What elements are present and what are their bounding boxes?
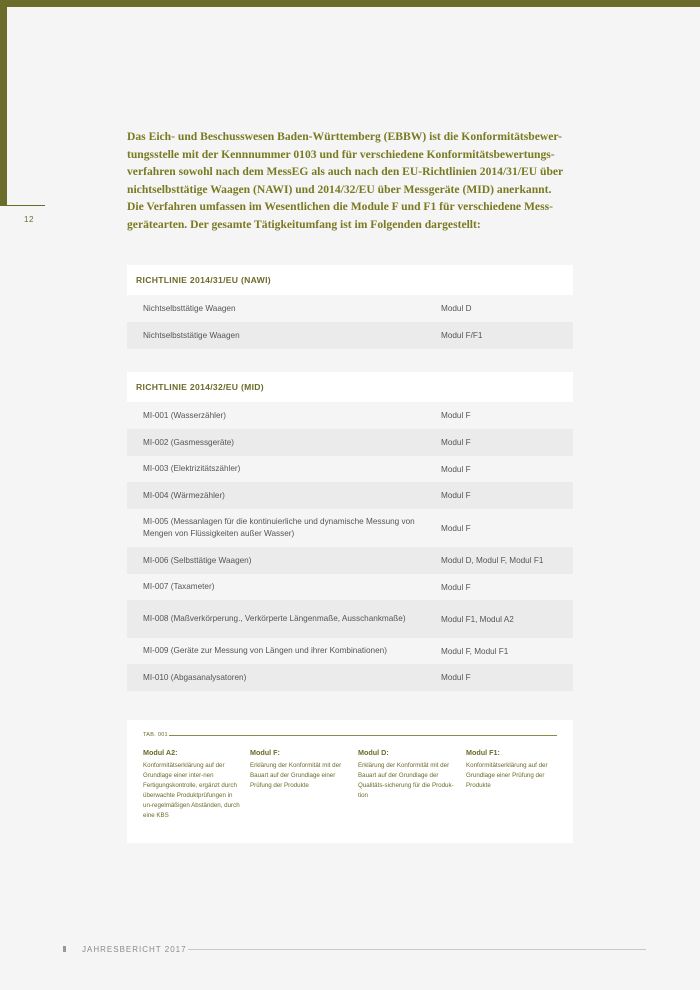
table-nawi — [127, 265, 573, 349]
page-number: 12 — [24, 215, 34, 224]
row-module: Modul D — [441, 304, 472, 313]
row-device: MI-004 (Wärmezähler) — [143, 490, 225, 500]
legend-item-title: Modul A2: — [143, 748, 178, 757]
page-number-rule — [7, 205, 45, 206]
legend-item-text: Erklärung der Konformität mit der Bauart auf der Grundlage einer Prüfung der Produkte — [250, 762, 342, 789]
table-row — [127, 600, 573, 638]
row-device: MI-001 (Wasserzähler) — [143, 410, 226, 420]
row-module: Modul F, Modul F1 — [441, 646, 509, 656]
row-device: MI-002 (Gasmessgeräte) — [143, 437, 235, 447]
intro-line: nichtselbsttätige Waagen (NAWI) und 2014/32/EU über Messgeräte (MID) anerkannt. — [127, 182, 552, 196]
row-device: MI-006 (Selbsttätige Waagen) — [143, 555, 252, 565]
table-mid — [127, 372, 573, 691]
intro-paragraph — [127, 128, 587, 234]
row-module: Modul F — [441, 411, 471, 420]
legend-box — [127, 720, 573, 843]
row-device: MI-009 (Geräte zur Messung von Längen und ihrer Kombinationen) — [143, 646, 387, 655]
table-row — [127, 456, 573, 482]
table-row — [127, 429, 573, 456]
legend-item-a2 — [143, 748, 243, 821]
row-module: Modul F — [441, 491, 471, 500]
legend-item-text: Konformitätserklärung auf der Grundlage einer inter-nen Fertigungskontrolle, ergänzt durch überwachte Produktprüfungen in un-regelmäßigen Abständen, durch eine KBS — [143, 762, 240, 819]
row-device: MI-005 (Messanlagen für die kontinuierliche und dynamische Messung von Mengen von Flüssigkeiten außer Wasser) — [143, 517, 415, 538]
row-module: Modul F — [441, 438, 471, 447]
legend-item-d — [358, 748, 458, 801]
intro-line: tungsstelle mit der Kennnummer 0103 und für verschiedene Konformitätsbewertungs- — [127, 147, 555, 161]
legend-item-f1 — [466, 748, 566, 791]
table-row — [127, 295, 573, 322]
legend-item-f — [250, 748, 350, 791]
row-module: Modul F — [441, 464, 471, 474]
row-device: MI-008 (Maßverkörperung., Verkörperte Längenmaße, Ausschankmaße) — [143, 614, 406, 623]
legend-item-title: Modul F: — [250, 748, 280, 757]
footer-marker — [63, 946, 66, 952]
table-row — [127, 547, 573, 574]
table-mid-title: RICHTLINIE 2014/32/EU (MID) — [127, 372, 573, 402]
row-device: MI-010 (Abgasanalysatoren) — [143, 672, 247, 682]
row-module: Modul F — [441, 673, 471, 682]
table-row — [127, 402, 573, 429]
table-row — [127, 664, 573, 691]
legend-item-text: Erklärung der Konformität mit der Bauart auf der Grundlage der Qualitäts-sicherung für die Produk-tion — [358, 762, 454, 799]
row-module: Modul F1, Modul A2 — [441, 614, 514, 624]
table-row — [127, 482, 573, 509]
legend-item-title: Modul F1: — [466, 748, 500, 757]
row-module: Modul F/F1 — [441, 331, 483, 340]
row-device: MI-003 (Elektrizitätszähler) — [143, 464, 241, 473]
row-module: Modul F — [441, 582, 471, 592]
intro-line: verfahren sowohl nach dem MessEG als auch nach den EU-Richtlinien 2014/31/EU über — [127, 165, 564, 179]
table-nawi-title: RICHTLINIE 2014/31/EU (NAWI) — [127, 265, 573, 295]
intro-line: Die Verfahren umfassen im Wesentlichen die Module F und F1 für verschiedene Mess- — [127, 200, 553, 214]
left-accent-bar — [0, 0, 7, 206]
table-row — [127, 509, 573, 547]
row-module: Modul D, Modul F, Modul F1 — [441, 556, 544, 565]
table-row — [127, 574, 573, 600]
legend-item-text: Konformitätserklärung auf der Grundlage einer Prüfung der Produkte — [466, 762, 548, 789]
row-module: Modul F — [441, 523, 471, 533]
footer-label: JAHRESBERICHT 2017 — [82, 945, 187, 954]
top-accent-bar — [0, 0, 700, 7]
intro-line: gerätearten. Der gesamte Tätigkeitumfang ist im Folgenden dargestellt: — [127, 217, 481, 231]
row-device: Nichtselbsttätige Waagen — [143, 303, 236, 313]
table-row — [127, 638, 573, 664]
legend-item-title: Modul D: — [358, 748, 389, 757]
intro-line: Das Eich- und Beschusswesen Baden-Württemberg (EBBW) ist die Konformitätsbewer- — [127, 130, 562, 143]
legend-tab-label: TAB. 001 — [143, 732, 168, 738]
legend-divider — [169, 735, 557, 736]
footer-rule — [188, 949, 646, 950]
table-row — [127, 322, 573, 349]
row-device: MI-007 (Taxameter) — [143, 582, 215, 591]
row-device: Nichtselbststätige Waagen — [143, 330, 240, 340]
